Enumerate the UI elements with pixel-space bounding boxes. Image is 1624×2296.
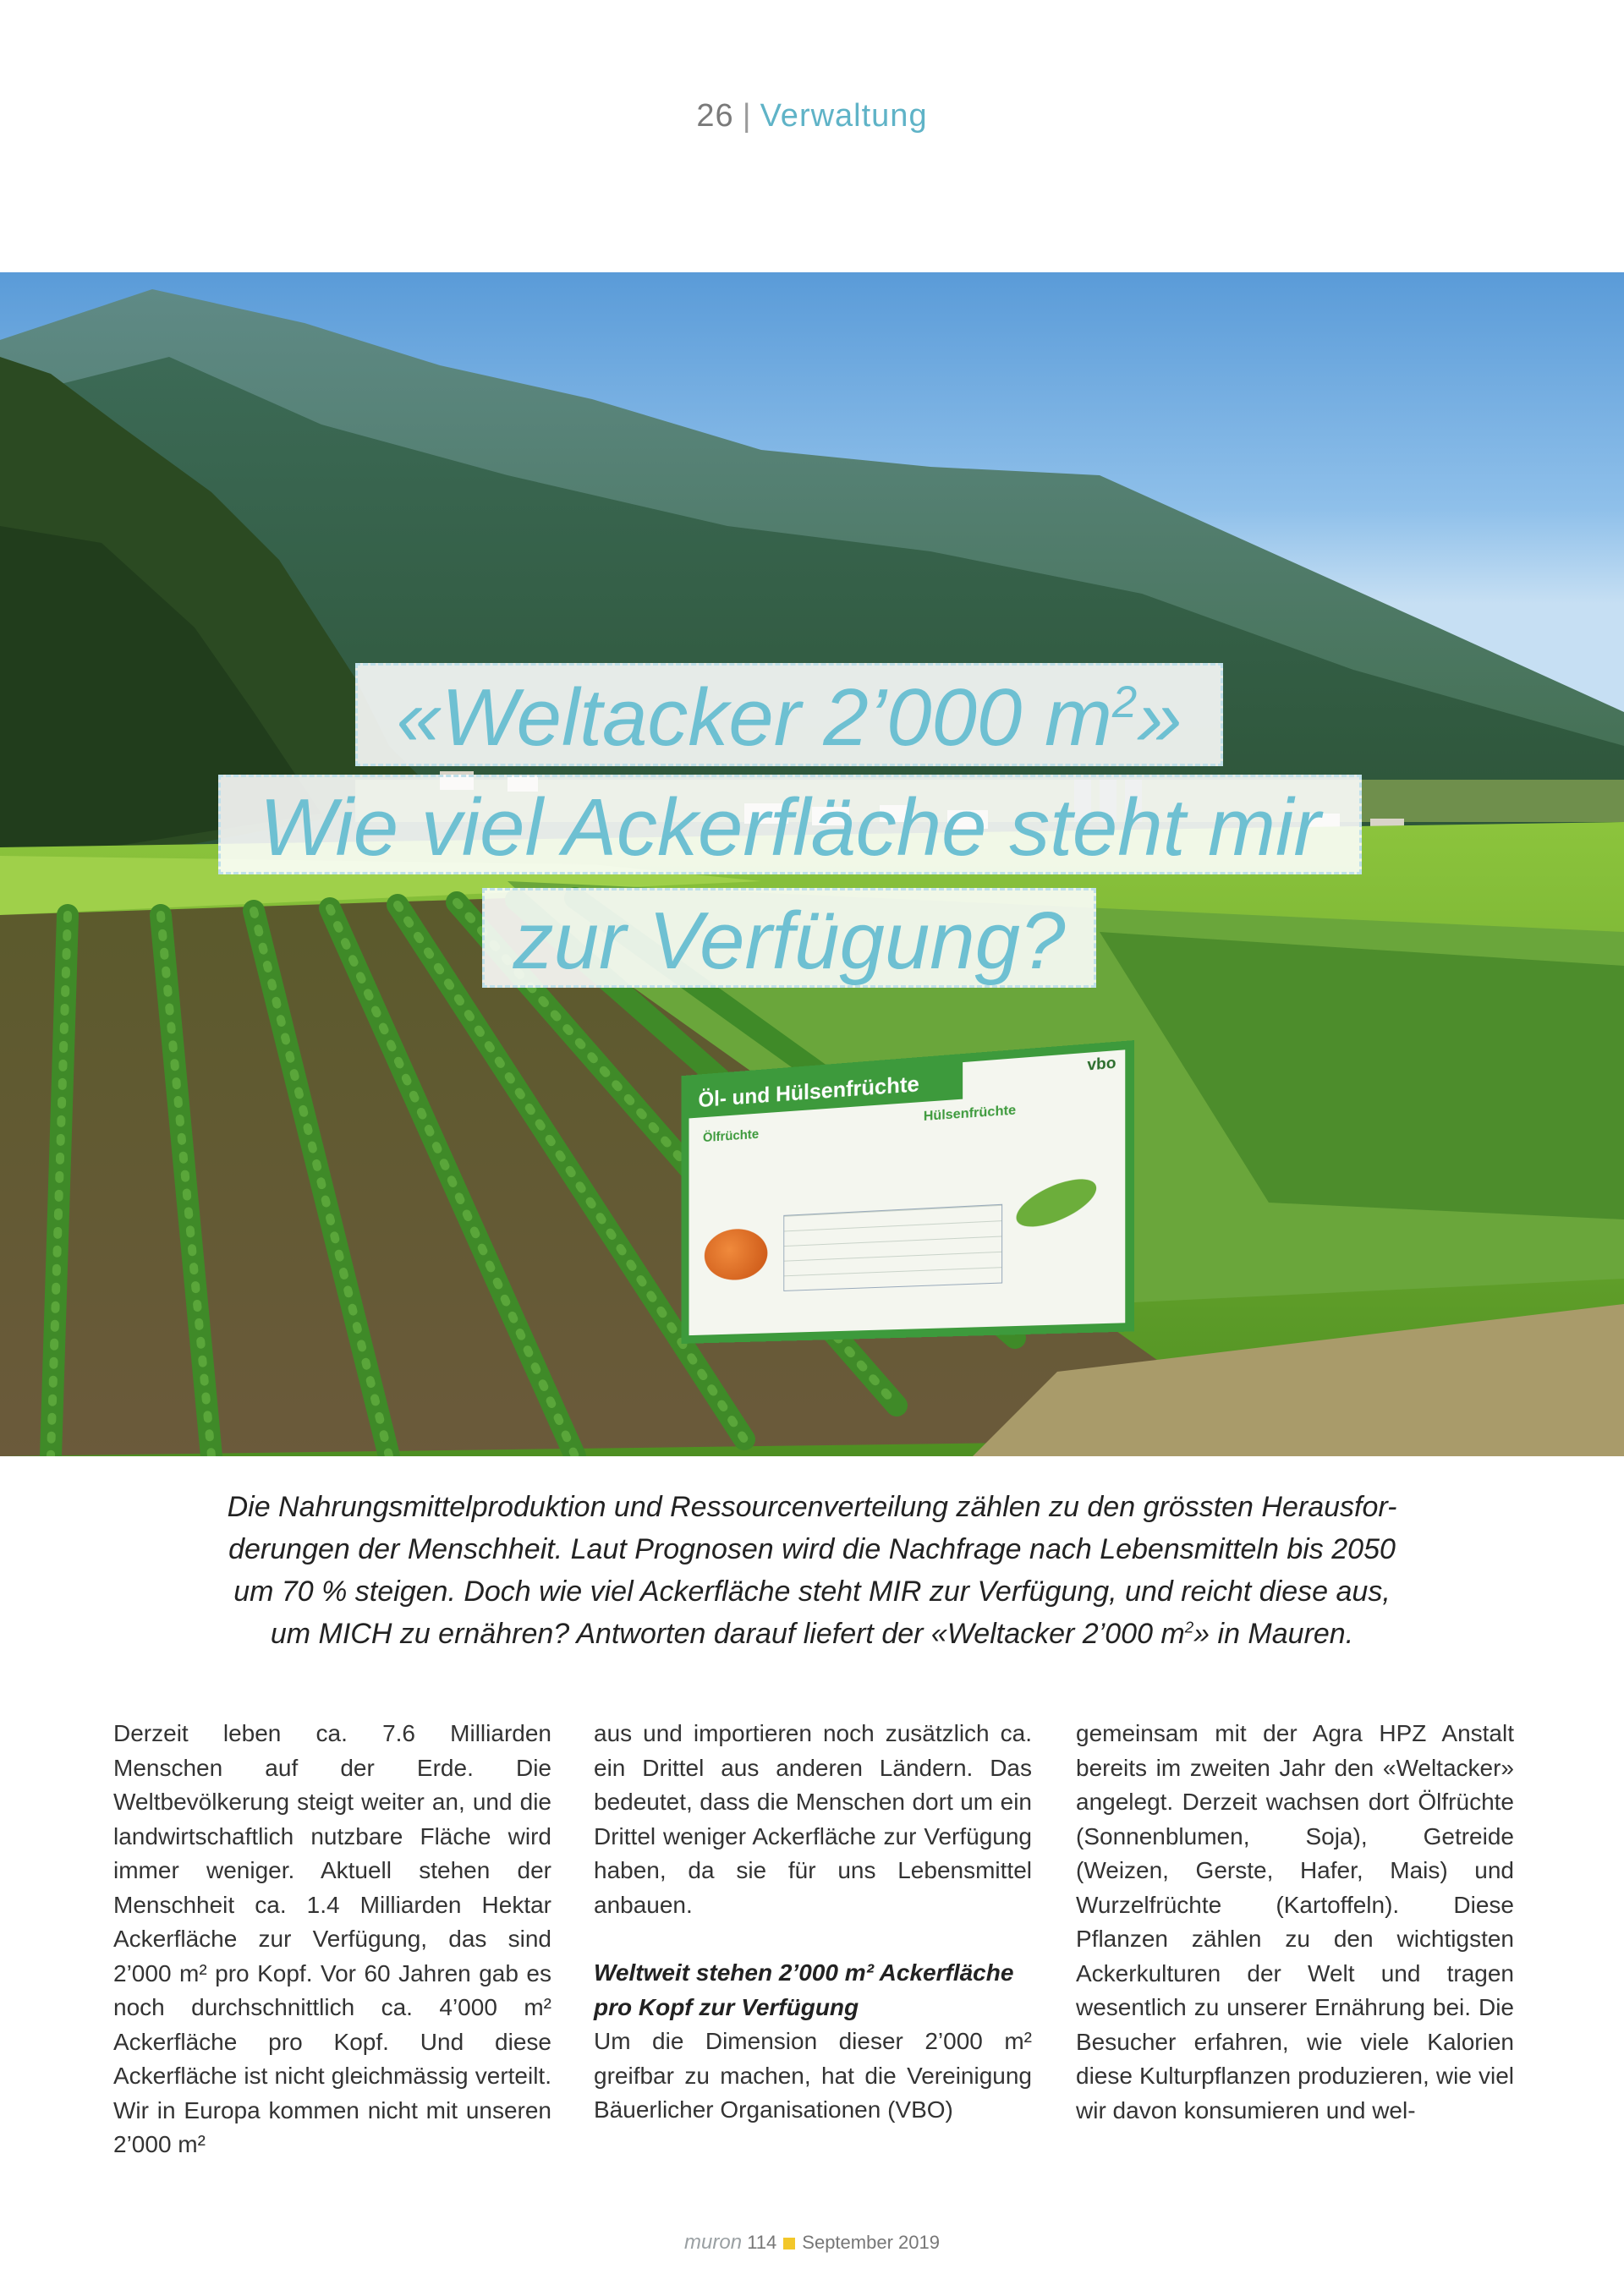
body-column-2 [594, 1717, 1032, 2128]
header-separator: | [742, 98, 752, 134]
intro-paragraph [203, 1486, 1421, 1655]
intro-line-3: um 70 % steigen. Doch wie viel Ackerfläche steht MIR zur Verfügung, und reicht diese aus, [233, 1575, 1391, 1608]
sign-left-title: Ölfrüchte [702, 1127, 760, 1146]
intro-line-2: derungen der Menschheit. Laut Prognosen wird die Nachfrage nach Lebensmitteln bis 2050 [228, 1533, 1396, 1565]
title-line-1 [355, 663, 1223, 766]
vbo-logo: vbo [1087, 1054, 1116, 1074]
intro-superscript: 2 [1184, 1618, 1194, 1636]
footer-square-icon [783, 2238, 795, 2249]
pumpkin-picture [705, 1228, 768, 1281]
title-line-1-end: » [1137, 672, 1182, 763]
running-header [0, 98, 1624, 134]
intro-line-1: Die Nahrungsmittelproduktion und Ressourcenverteilung zählen zu den grössten Herausfor- [227, 1491, 1397, 1523]
field-info-sign [681, 1040, 1134, 1344]
title-line-3: zur Verfügung? [482, 888, 1096, 988]
magazine-name: muron [684, 2231, 743, 2254]
body-column-1 [113, 1717, 551, 2162]
body-paragraph: aus und importieren noch zusätzlich ca. ein Drittel aus anderen Ländern. Das bedeutet, dass die Menschen dort um ein Drittel weniger Ackerfläche zur Verfügung haben, da sie für uns Lebensmittel anbauen. [594, 1720, 1032, 1918]
title-superscript: 2 [1111, 677, 1138, 727]
body-paragraph: Um die Dimension dieser 2’000 m² greifbar zu machen, hat die Vereinigung Bäuerlicher Organisationen (VBO) [594, 2028, 1032, 2123]
page-footer [0, 2231, 1624, 2255]
pea-pod-picture [1010, 1170, 1102, 1236]
section-name: Verwaltung [760, 98, 928, 134]
body-column-3 [1076, 1717, 1514, 2128]
intro-line-4-end: » in Mauren. [1193, 1618, 1354, 1650]
title-line-2: Wie viel Ackerfläche steht mir [218, 775, 1362, 874]
sign-heading: Öl- und Hülsenfrüchte [689, 1062, 963, 1118]
issue-date: September 2019 [802, 2232, 940, 2253]
subheading: Weltweit stehen 2’000 m² Ackerfläche pro Kopf zur Verfügung [594, 1959, 1014, 2020]
body-paragraph: gemeinsam mit der Agra HPZ Anstalt bereits im zweiten Jahr den «Weltacker» angelegt. Derzeit wachsen dort Ölfrüchte (Sonnenblumen, Soja), Getreide (Weizen, Gerste, Hafer, Mais) und Wurzelfrüchte (Kartoffeln). Diese Pflanzen zählen zu den wichtigsten Ackerkulturen der Welt und tragen wesentlich zu unserer Ernährung bei. Die Besucher erfahren, wie viele Kalorien diese Kulturpflanzen produzieren, wie viel wir davon konsumieren und wel- [1076, 1720, 1514, 2123]
title-line-1-text: «Weltacker 2’000 m [396, 672, 1112, 763]
body-paragraph: Derzeit leben ca. 7.6 Milliarden Menschen auf der Erde. Die Weltbevölkerung steigt weiter an, und die landwirtschaftlich nutzbare Fläche wird immer weniger. Aktuell stehen der Menschheit ca. 1.4 Milliarden Hektar Ackerfläche zur Verfügung, das sind 2’000 m² pro Kopf. Vor 60 Jahren gab es noch durchschnittlich ca. 4’000 m² Ackerfläche pro Kopf. Und diese Ackerfläche ist nicht gleichmässig verteilt. Wir in Europa kommen nicht mit unseren 2’000 m² [113, 1720, 551, 2157]
page-number: 26 [696, 98, 734, 134]
intro-line-4: um MICH zu ernähren? Antworten darauf liefert der «Weltacker 2’000 m [270, 1618, 1185, 1650]
sign-table [783, 1204, 1002, 1291]
issue-number: 114 [747, 2232, 777, 2253]
sign-right-title: Hülsenfrüchte [923, 1103, 1017, 1125]
